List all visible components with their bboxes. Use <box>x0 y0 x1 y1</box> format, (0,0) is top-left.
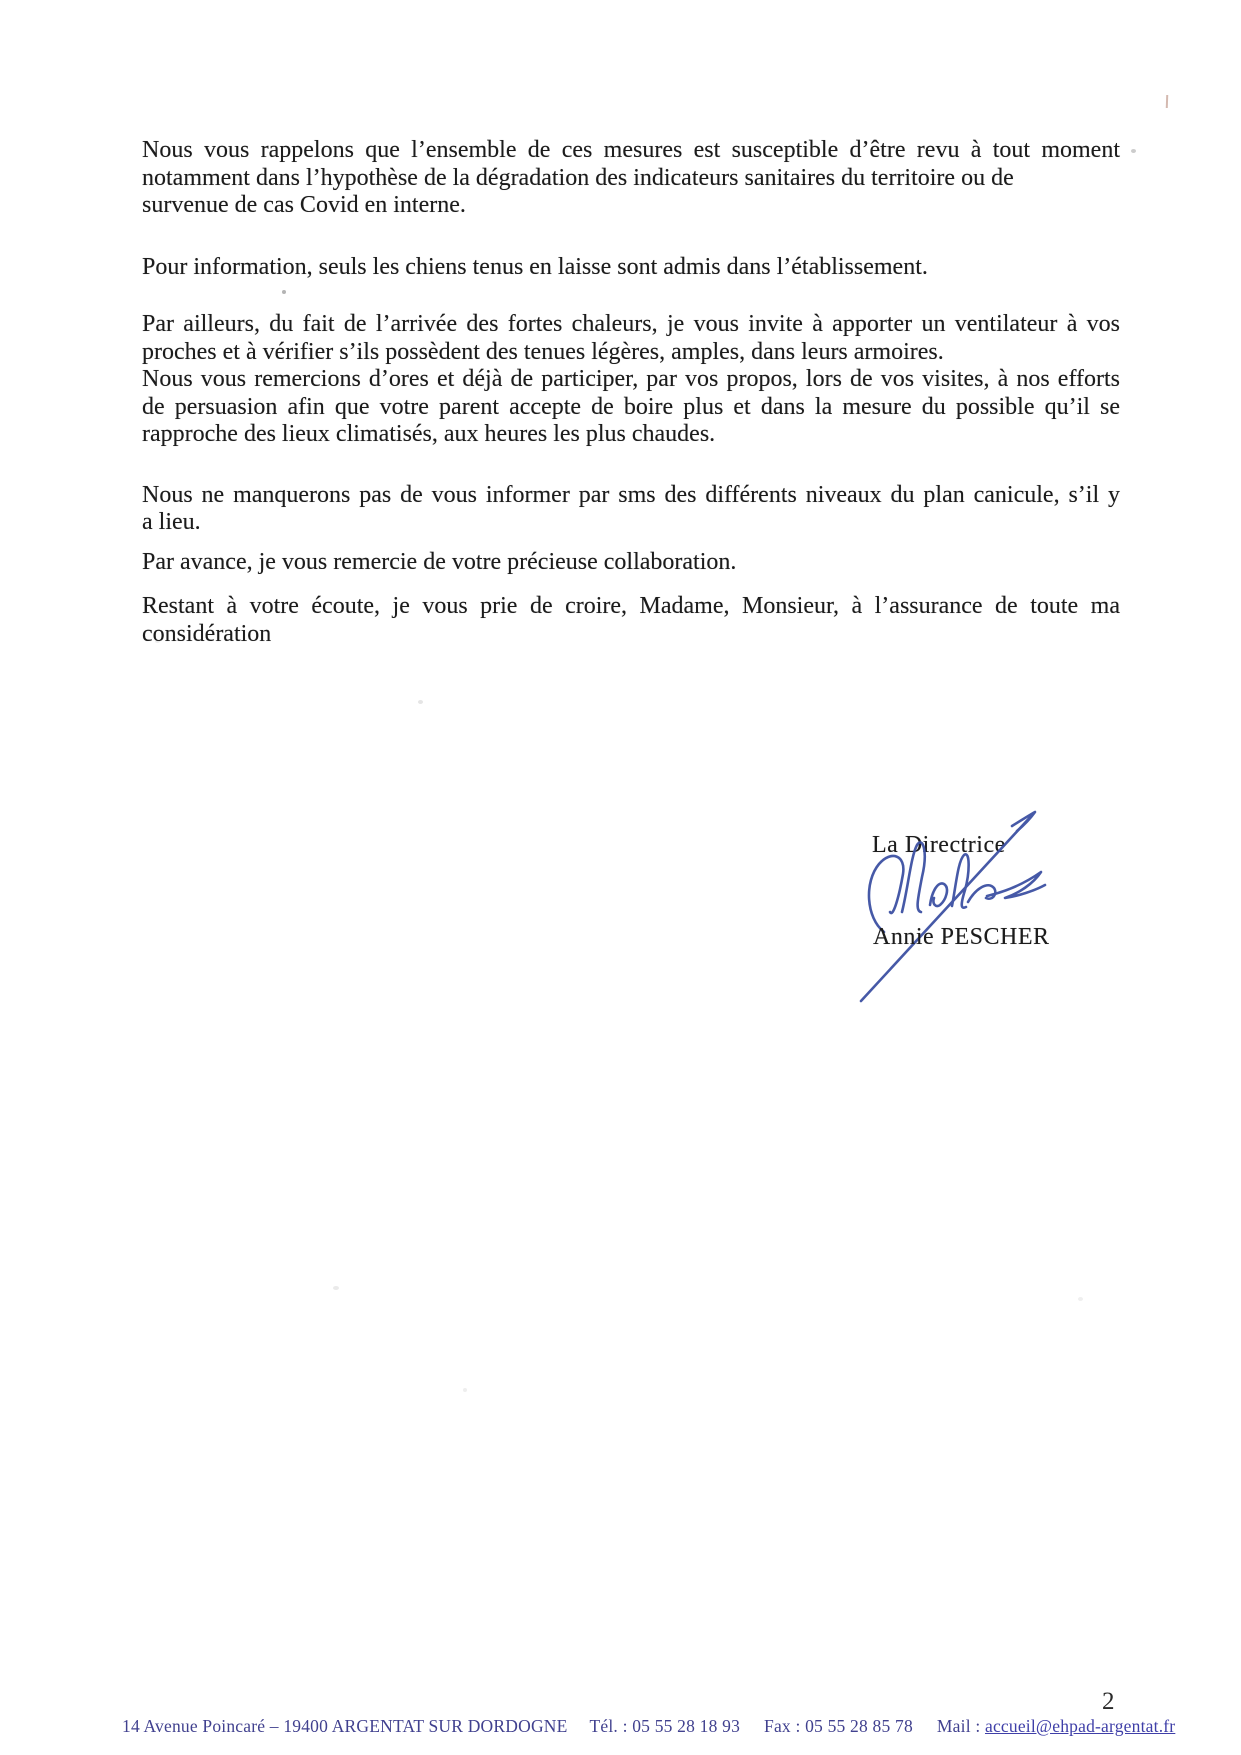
signatory-role: La Directrice <box>872 832 1006 858</box>
letter-line: survenue de cas Covid en interne. <box>142 192 466 218</box>
letter-line: a lieu. <box>142 509 201 535</box>
page-number: 2 <box>1102 1688 1115 1715</box>
letter-line: notamment dans l’hypothèse de la dégradation des indicateurs sanitaires du territoire ou de <box>142 164 1014 191</box>
letter-line: Par ailleurs, du fait de l’arrivée des fortes chaleurs, je vous invite à apporter un ventilateur à vos <box>142 311 1120 337</box>
scan-artifact <box>1166 95 1168 108</box>
letter-paragraph <box>142 593 1120 648</box>
letter-paragraph <box>142 482 1120 537</box>
letter-paragraph <box>142 137 1120 220</box>
letter-line: Par avance, je vous remercie de votre précieuse collaboration. <box>142 548 737 575</box>
scan-artifact <box>418 700 423 704</box>
scan-artifact <box>1131 149 1136 153</box>
signatory-name: Annie PESCHER <box>873 924 1050 950</box>
footer-address: 14 Avenue Poincaré – 19400 ARGENTAT SUR DORDOGNE <box>122 1716 568 1736</box>
letter-paragraph <box>142 254 1120 282</box>
footer-contact-line <box>122 1716 1176 1737</box>
letter-line: rapproche des lieux climatisés, aux heures les plus chaudes. <box>142 421 716 447</box>
footer-mail-label: Mail : <box>936 1716 985 1736</box>
scan-artifact <box>1078 1297 1083 1301</box>
footer-fax: Fax : 05 55 28 85 78 <box>764 1716 913 1736</box>
letter-line: Nous ne manquerons pas de vous informer par sms des différents niveaux du plan canicule, s’il y <box>142 481 1120 508</box>
letter-line: de persuasion afin que votre parent accepte de boire plus et dans la mesure du possible qu’il se <box>142 393 1120 420</box>
letter-line: Nous vous rappelons que l’ensemble de ces mesures est susceptible d’être revu à tout moment <box>142 137 1120 163</box>
letter-paragraph <box>142 311 1120 449</box>
letter-line: Restant à votre écoute, je vous prie de croire, Madame, Monsieur, à l’assurance de toute ma <box>142 593 1120 619</box>
scan-artifact <box>463 1388 467 1392</box>
signature-block <box>740 790 1100 1030</box>
handwritten-signature <box>740 790 1100 1030</box>
scan-artifact <box>333 1286 339 1290</box>
letter-paragraph <box>142 549 1120 577</box>
footer-email-link[interactable]: accueil@ehpad-argentat.fr <box>984 1716 1176 1736</box>
letter-line: proches et à vérifier s’ils possèdent des tenues légères, amples, dans leurs armoires. <box>142 338 944 365</box>
letter-line: Pour information, seuls les chiens tenus en laisse sont admis dans l’établissement. <box>142 253 928 280</box>
letter-line: Nous vous remercions d’ores et déjà de participer, par vos propos, lors de vos visites, à nos efforts <box>142 366 1120 392</box>
footer-phone: Tél. : 05 55 28 18 93 <box>589 1716 741 1736</box>
letter-body <box>142 137 1120 648</box>
letter-line: considération <box>142 620 272 647</box>
